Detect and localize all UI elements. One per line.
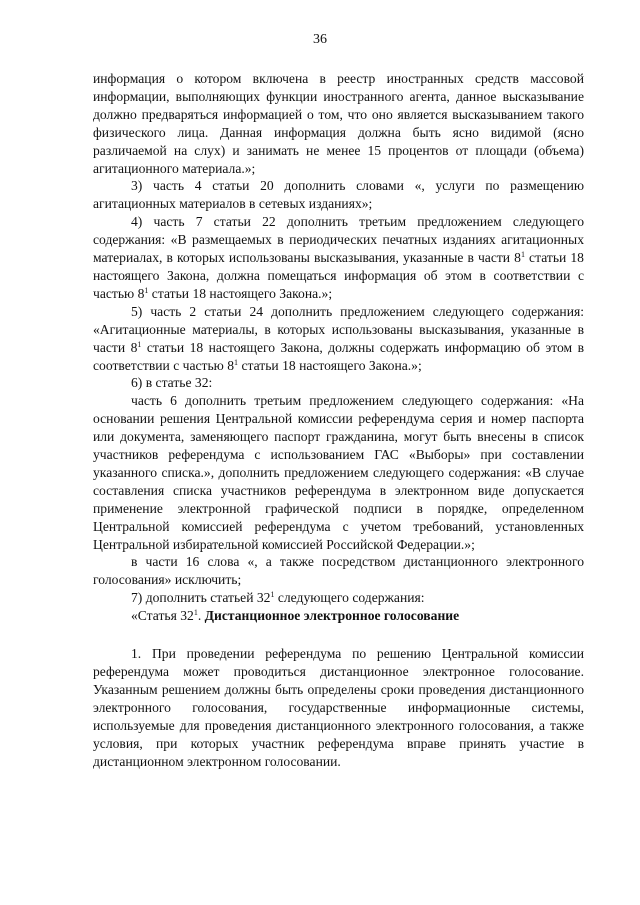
paragraph: 7) дополнить статьей $32^1$ следующего содержания:	[131, 590, 425, 606]
paragraph: 1. При проведении референдума по решению Центральной комиссии референдума может проводиться дистанционное электронное голосование. Указанным решением должны быть определены сроки проведения дистанционного электронного голосования, государственные информационные системы, используемые для проведения дистанционного электронного голосования, а также условия, при которых участник референдума вправе принять участие в дистанционном электронном голосовании.	[93, 646, 584, 769]
paragraph: информация о котором включена в реестр иностранных средств массовой информации, выполняющих функции иностранного агента, данное высказывание должно предваряться информацией о том, что оно является высказыванием такого физического лица. Данная информация должна быть ясно видимой (ясно различаемой на слух) и занимать не менее 15 процентов от площади (объема) агитационного материала.»;	[93, 71, 584, 176]
article-body	[93, 645, 584, 770]
paragraph: 6) в статье 32:	[131, 375, 213, 391]
amendment-list	[93, 70, 584, 607]
section-gap	[93, 625, 584, 645]
page-number: 36	[313, 32, 327, 47]
paragraph: 4) часть 7 статьи 22 дополнить третьим предложением следующего содержания: «В размещаемых в периодических печатных изданиях агитационных материалах, в которых использованы высказывания, указанные в части $8^1$ статьи 18 настоящего Закона, должна помещаться информация об этом в соответствии с частью $8^1$ статьи 18 настоящего Закона.»;	[93, 214, 584, 301]
superscript-index: 1	[193, 608, 198, 618]
paragraph: в части 16 слова «, а также посредством дистанционного электронного голосования» исключить;	[93, 554, 584, 588]
superscript-index: 1	[234, 357, 239, 367]
document-body	[93, 70, 584, 770]
superscript-index: 1	[520, 250, 525, 260]
superscript-index: 1	[137, 339, 142, 349]
paragraph: часть 6 дополнить третьим предложением следующего содержания: «На основании решения Центральной комиссии референдума серия и номер паспорта или документа, заменяющего паспорт гражданина, могут быть внесены в список участников референдума с использованием ГАС «Выборы» при составлении указанного списка.», дополнить предложением следующего содержания: «В случае составления списка участников референдума в электронном виде допускается применение электронной графической подписи в порядке, определенном Центральной комиссией референдума с учетом требований, установленных Центральной избирательной комиссией Российской Федерации.»;	[93, 393, 584, 552]
superscript-index: 1	[144, 285, 149, 295]
paragraph: 3) часть 4 статьи 20 дополнить словами «, услуги по размещению агитационных материалов в сетевых изданиях»;	[93, 178, 584, 212]
article-heading-prefix: «Статья $32^1$.	[131, 608, 202, 624]
article-heading-title: Дистанционное электронное голосование	[204, 608, 460, 624]
article-heading	[93, 607, 584, 625]
superscript-index: 1	[270, 590, 275, 600]
paragraph: 5) часть 2 статьи 24 дополнить предложением следующего содержания: «Агитационные материалы, в которых использованы высказывания, указанные в части $8^1$ статьи 18 настоящего Закона, должны содержать информацию об этом в соответствии с частью $8^1$ статьи 18 настоящего Закона.»;	[93, 303, 584, 373]
